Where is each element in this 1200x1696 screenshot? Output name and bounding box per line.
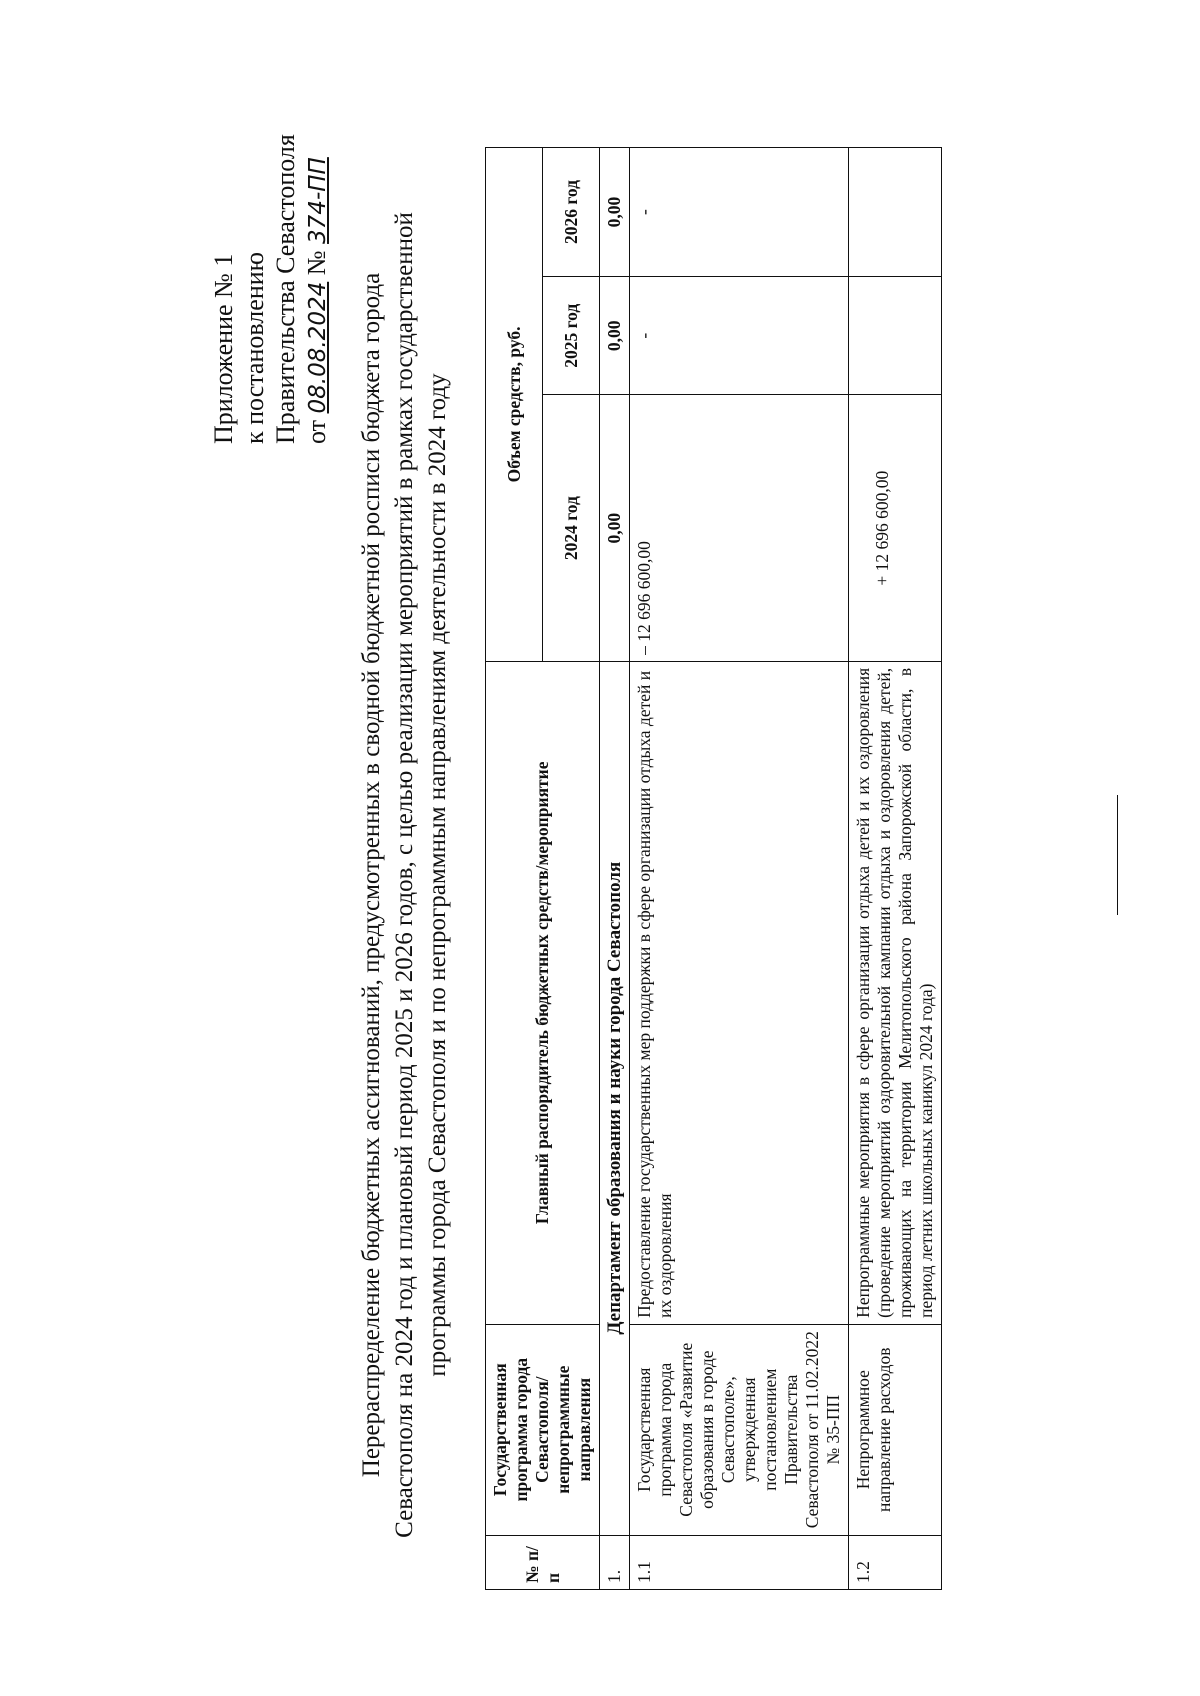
appendix-date-line: [301, 134, 334, 444]
row-program: Государственная программа города Севастополя «Развитие образования в городе Севастополе», утвержденная постановлением Правительства Севастополя от 11.02.2022 № 35-ПП: [630, 1324, 849, 1535]
table-header-row: [486, 148, 543, 1590]
table-row: [849, 148, 942, 1590]
document-page: [0, 40, 1200, 1640]
table-row: [600, 148, 630, 1590]
appendix-stamp: [208, 134, 334, 444]
department-name: Департамент образования и науки города Севастополя: [600, 661, 630, 1535]
row-num: 1.2: [849, 1535, 942, 1589]
appendix-number: Приложение № 1: [209, 253, 238, 444]
document-title: Перераспределение бюджетных ассигнований, предусмотренных в сводной бюджетной росписи бюджета города Севастополя на 2024 год и плановый период 2025 и 2026 годов, с целью реализации мероприятий в рамках государственной программы города Севастополя и по непрограммным направлениям деятельности в 2024 году: [358, 212, 451, 1538]
row-2025: -: [630, 277, 849, 395]
row-2025: 0,00: [600, 277, 630, 395]
row-event: Предоставление государственных мер поддержки в сфере организации отдыха детей и их оздоровления: [630, 661, 849, 1324]
appendix-authority: Правительства Севастополя: [271, 134, 300, 444]
end-separator-line: [1117, 795, 1118, 915]
row-num: 1.: [600, 1535, 630, 1589]
row-2026: -: [630, 148, 849, 277]
allocation-table: [485, 147, 942, 1590]
header-amount: Объем средств, руб.: [486, 148, 543, 662]
handwritten-number: 374-ПП: [305, 157, 331, 244]
header-2025: 2025 год: [543, 277, 600, 395]
row-program: Непрограммное направление расходов: [849, 1324, 942, 1535]
header-2026: 2026 год: [543, 148, 600, 277]
row-2026: [849, 148, 942, 277]
row-2024: + 12 696 600,00: [849, 395, 942, 661]
date-prefix: от: [302, 419, 331, 444]
row-2025: [849, 277, 942, 395]
handwritten-date: 08.08.2024: [305, 281, 331, 414]
row-2024: 0,00: [600, 395, 630, 661]
row-2024: – 12 696 600,00: [630, 395, 849, 661]
row-event: Непрограммные мероприятия в сфере организации отдыха детей и их оздоровления (проведение мероприятий оздоровительной кампании отдыха и оздоровления детей, проживающих на территории Мелитопольского района Запорожской области, в период летних школьных каникул 2024 года): [849, 661, 942, 1324]
header-num: № п/п: [486, 1535, 600, 1589]
header-program: Государственная программа города Севастополя/непрограммные направления: [486, 1324, 600, 1535]
header-2024: 2024 год: [543, 395, 600, 661]
table-row: [630, 148, 849, 1590]
row-2026: 0,00: [600, 148, 630, 277]
row-num: 1.1: [630, 1535, 849, 1589]
appendix-ref: к постановлению: [240, 251, 269, 444]
header-event: Главный распорядитель бюджетных средств/мероприятие: [486, 661, 600, 1324]
number-prefix: №: [302, 250, 331, 276]
